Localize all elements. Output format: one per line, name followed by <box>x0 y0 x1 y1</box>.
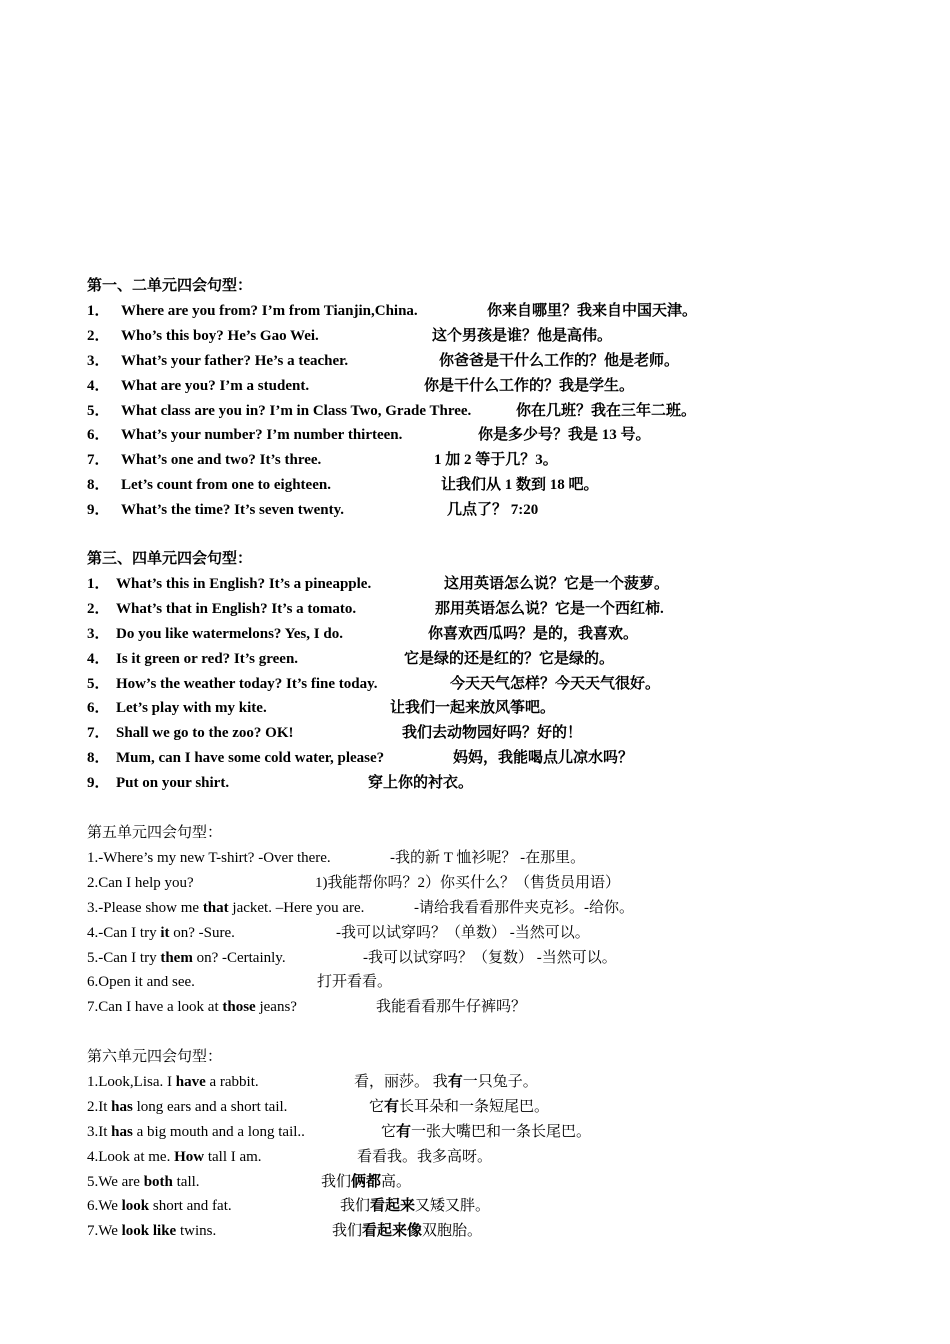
sentence-row: 5.-Can I try them on? -Certainly. -我可以试穿吗？（复数） -当然可以。 <box>87 949 617 966</box>
sentence-row: 3． Do you like watermelons? Yes, I do. 你喜欢西瓜吗？是的，我喜欢。 <box>87 625 639 642</box>
sentence-row: 2． What’s that in English? It’s a tomato. 那用英语怎么说？它是一个西红柿. <box>87 600 664 617</box>
sentence-row: 8． Mum, can I have some cold water, please? 妈妈，我能喝点儿凉水吗？ <box>87 750 634 767</box>
sentence-row: 7． What’s one and two? It’s three. 1 加 2 等于几？3。 <box>87 452 558 469</box>
sentence-row: 6． What’s your number? I’m number thirteen. 你是多少号？我是 13 号。 <box>87 427 651 444</box>
sentence-row: 1． Where are you from? I’m from Tianjin,China. 你来自哪里？我来自中国天津。 <box>87 303 698 319</box>
section-units-1-2 <box>87 274 698 523</box>
sentence-row: 5． What class are you in? I’m in Class Two, Grade Three. 你在几班？我在三年二班。 <box>87 402 697 419</box>
sentence-row: 7.We look like twins. 我们看起来像双胞胎。 <box>87 1223 483 1240</box>
sentence-row: 4． What are you? I’m a student. 你是干什么工作的？我是学生。 <box>87 377 635 394</box>
section-title: 第一、二单元四会句型： <box>87 278 253 294</box>
section-title: 第六单元四会句型： <box>87 1049 223 1065</box>
sentence-row: 3.It has a big mouth and a long tail.. 它有一张大嘴巴和一条长尾巴。 <box>87 1123 592 1140</box>
section-unit-5 <box>87 821 634 1020</box>
sentence-row: 9． Put on your shirt. 穿上你的衬衣。 <box>87 775 474 792</box>
section-units-3-4 <box>87 547 670 796</box>
sentence-row: 7.Can I have a look at those jeans? 我能看看那牛仔裤吗？ <box>87 999 527 1016</box>
sentence-row: 1.-Where’s my new T-shirt? -Over there. -我的新 T 恤衫呢？ -在那里。 <box>87 850 586 866</box>
sentence-row: 9． What’s the time? It’s seven twenty. 几点了？ 7:20 <box>87 502 539 519</box>
section-title: 第三、四单元四会句型： <box>87 551 253 567</box>
sentence-row: 6． Let’s play with my kite. 让我们一起来放风筝吧。 <box>87 700 556 717</box>
sentence-row: 5． How’s the weather today? It’s fine today. 今天天气怎样？今天天气很好。 <box>87 675 661 692</box>
sentence-row: 2.Can I help you? 1)我能帮你吗？2）你买什么？（售货员用语） <box>87 874 620 891</box>
section-unit-6 <box>87 1045 592 1244</box>
sentence-row: 1． What’s this in English? It’s a pineapple. 这用英语怎么说？它是一个菠萝。 <box>87 576 670 592</box>
sentence-row: 1.Look,Lisa. I have a rabbit. 看，丽莎。 我有一只兔子。 <box>87 1074 538 1090</box>
sentence-row: 8． Let’s count from one to eighteen. 让我们从 1 数到 18 吧。 <box>87 477 599 494</box>
sentence-row: 4.-Can I try it on? -Sure. -我可以试穿吗？（单数） -当然可以。 <box>87 924 590 941</box>
sentence-row: 2． Who’s this boy? He’s Gao Wei. 这个男孩是谁？他是高伟。 <box>87 327 613 344</box>
sentence-row: 4． Is it green or red? It’s green. 它是绿的还是红的？它是绿的。 <box>87 650 615 667</box>
sentence-row: 7． Shall we go to the zoo? OK! 我们去动物园好吗？好的！ <box>87 725 583 742</box>
sentence-row: 3.-Please show me that jacket. –Here you are. -请给我看看那件夹克衫。-给你。 <box>87 899 634 916</box>
sentence-row: 6.We look short and fat. 我们看起来又矮又胖。 <box>87 1198 491 1215</box>
sentence-row: 6.Open it and see. 打开看看。 <box>87 974 393 991</box>
sentence-row: 4.Look at me. How tall I am. 看看我。我多高呀。 <box>87 1148 493 1165</box>
sentence-row: 5.We are both tall. 我们俩都高。 <box>87 1173 412 1190</box>
section-title: 第五单元四会句型： <box>87 825 223 841</box>
sentence-row: 2.It has long ears and a short tail. 它有长耳朵和一条短尾巴。 <box>87 1098 550 1115</box>
sentence-row: 3． What’s your father? He’s a teacher. 你爸爸是干什么工作的？他是老师。 <box>87 352 680 369</box>
